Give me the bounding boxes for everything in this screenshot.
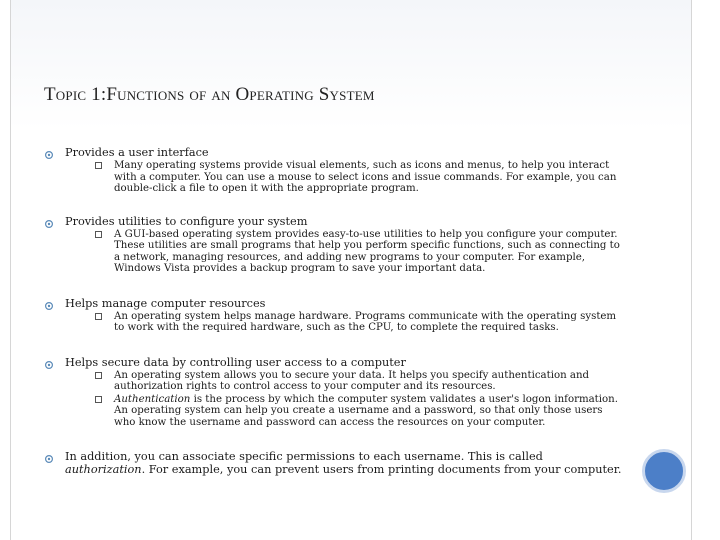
sub-bullet xyxy=(65,311,624,334)
bullet-icon xyxy=(44,360,54,370)
bullet-text xyxy=(65,450,624,476)
sub-bullet-text: A GUI-based operating system provides easy-to-use utilities to help you configure your computer. These utilities are small programs that help you perform specific functions, such as connecting to a network, managing resources, and adding new programs to your computer. For example, Windows Vista provides a backup program to save your important data. xyxy=(114,228,620,274)
bullet-resources xyxy=(44,297,624,334)
square-bullet-icon xyxy=(95,313,102,320)
bullet-utilities xyxy=(44,215,624,275)
slide-title: Topic 1:Functions of an Operating System xyxy=(44,84,375,105)
authorization-pre: In addition, you can associate specific permissions to each username. This is called xyxy=(65,450,543,463)
square-bullet-icon xyxy=(95,162,102,169)
authorization-post: . For example, you can prevent users from printing documents from your computer. xyxy=(141,463,622,476)
sub-bullet xyxy=(65,370,624,393)
bullet-icon xyxy=(44,150,54,160)
square-bullet-icon xyxy=(95,372,102,379)
bullet-text: Provides utilities to configure your system xyxy=(65,214,308,228)
authentication-term: Authentication xyxy=(114,393,191,405)
slide-content xyxy=(44,146,624,476)
sub-bullet xyxy=(65,394,624,429)
bullet-secure-data xyxy=(44,356,624,429)
sub-bullet-text: Many operating systems provide visual elements, such as icons and menus, to help you interact with a computer. You can use a mouse to select icons and issue commands. For example, you can double-click a file to open it with the appropriate program. xyxy=(114,160,617,194)
bullet-text: Provides a user interface xyxy=(65,146,209,159)
bullet-icon xyxy=(44,301,54,311)
bullet-icon xyxy=(44,454,54,464)
sub-bullet xyxy=(65,160,624,195)
authentication-definition: is the process by which the computer system validates a user's logon information. An operating system can help you create a username and a password, so that only those users who know the username and password can access the resources on your computer. xyxy=(114,393,618,428)
bullet-text: Helps secure data by controlling user access to a computer xyxy=(65,355,406,369)
bullet-text: Helps manage computer resources xyxy=(65,296,266,310)
sub-bullet-text xyxy=(114,394,624,429)
decorative-circle xyxy=(642,449,686,493)
square-bullet-icon xyxy=(95,396,102,403)
sub-bullet-text: An operating system allows you to secure your data. It helps you specify authentication and authorization rights to control access to your computer and its resources. xyxy=(114,369,590,392)
sub-bullet xyxy=(65,229,624,275)
square-bullet-icon xyxy=(95,231,102,238)
bullet-user-interface xyxy=(44,146,624,195)
sub-bullet-text: An operating system helps manage hardware. Programs communicate with the operating system to work with the required hardware, such as the CPU, to complete the required tasks. xyxy=(114,310,617,333)
bullet-icon xyxy=(44,219,54,229)
authorization-term: authorization xyxy=(65,463,142,476)
bullet-authorization xyxy=(44,450,624,476)
